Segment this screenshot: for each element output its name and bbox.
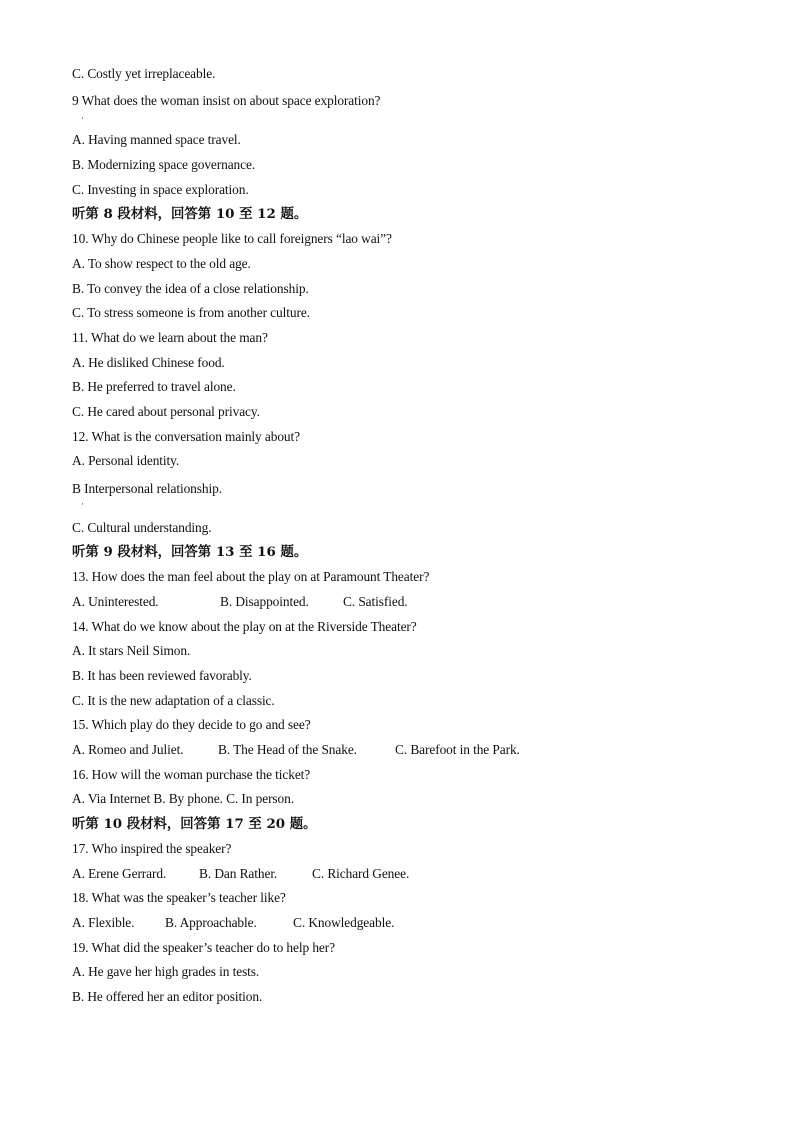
option-c: C. Barefoot in the Park. [395, 742, 520, 757]
option-line: A. To show respect to the old age. [72, 256, 251, 271]
option-c: C. Richard Genee. [312, 866, 410, 881]
question-19: 19. What did the speaker’s teacher do to help her? [72, 940, 335, 955]
option-line: A. He gave her high grades in tests. [72, 964, 260, 979]
option-line: C. Investing in space exploration. [72, 182, 249, 197]
option-line: A. Via Internet B. By phone. C. In person. [72, 791, 294, 806]
option-line: C. Cultural understanding. [72, 520, 212, 535]
option-line: B. He preferred to travel alone. [72, 379, 236, 394]
option-b: B. Dan Rather. [199, 866, 278, 881]
option-line: A. It stars Neil Simon. [72, 643, 191, 658]
option-line: B. To convey the idea of a close relationship. [72, 281, 309, 296]
option-line: C. He cared about personal privacy. [72, 404, 260, 419]
question-15: 15. Which play do they decide to go and see? [72, 717, 311, 732]
option-line: A. Having manned space travel. [72, 132, 241, 147]
stray-mark: · [81, 499, 84, 509]
text-line: C. Costly yet irreplaceable. [72, 66, 216, 81]
option-a: A. Romeo and Juliet. [72, 742, 184, 757]
question-9: 9 What does the woman insist on about space exploration? [72, 93, 381, 108]
option-line: C. To stress someone is from another culture. [72, 305, 310, 320]
question-17: 17. Who inspired the speaker? [72, 841, 232, 856]
option-line: C. It is the new adaptation of a classic. [72, 693, 275, 708]
section-heading-8: 听第 8 段材料，回答第 10 至 12 题。 [72, 206, 308, 222]
question-14: 14. What do we know about the play on at the Riverside Theater? [72, 619, 417, 634]
option-c: C. Satisfied. [343, 594, 408, 609]
question-13: 13. How does the man feel about the play on at Paramount Theater? [72, 569, 430, 584]
question-16: 16. How will the woman purchase the ticket? [72, 767, 311, 782]
option-c: C. Knowledgeable. [293, 915, 395, 930]
question-11: 11. What do we learn about the man? [72, 330, 268, 345]
question-18: 18. What was the speaker’s teacher like? [72, 890, 286, 905]
option-b: B. The Head of the Snake. [218, 742, 357, 757]
option-line: B Interpersonal relationship. [72, 481, 222, 496]
option-line: B. He offered her an editor position. [72, 989, 263, 1004]
option-a: A. Erene Gerrard. [72, 866, 167, 881]
question-12: 12. What is the conversation mainly about? [72, 429, 300, 444]
section-heading-10: 听第 10 段材料，回答第 17 至 20 题。 [72, 816, 317, 832]
option-line: B. Modernizing space governance. [72, 157, 256, 172]
section-heading-9: 听第 9 段材料，回答第 13 至 16 题。 [72, 544, 308, 560]
option-line: B. It has been reviewed favorably. [72, 668, 252, 683]
option-line: A. He disliked Chinese food. [72, 355, 225, 370]
question-10: 10. Why do Chinese people like to call foreigners “lao wai”? [72, 231, 392, 246]
option-a: A. Uninterested. [72, 594, 159, 609]
stray-mark: · [81, 113, 84, 123]
option-a: A. Flexible. [72, 915, 135, 930]
option-line: A. Personal identity. [72, 453, 180, 468]
option-b: B. Approachable. [165, 915, 257, 930]
option-b: B. Disappointed. [220, 594, 309, 609]
